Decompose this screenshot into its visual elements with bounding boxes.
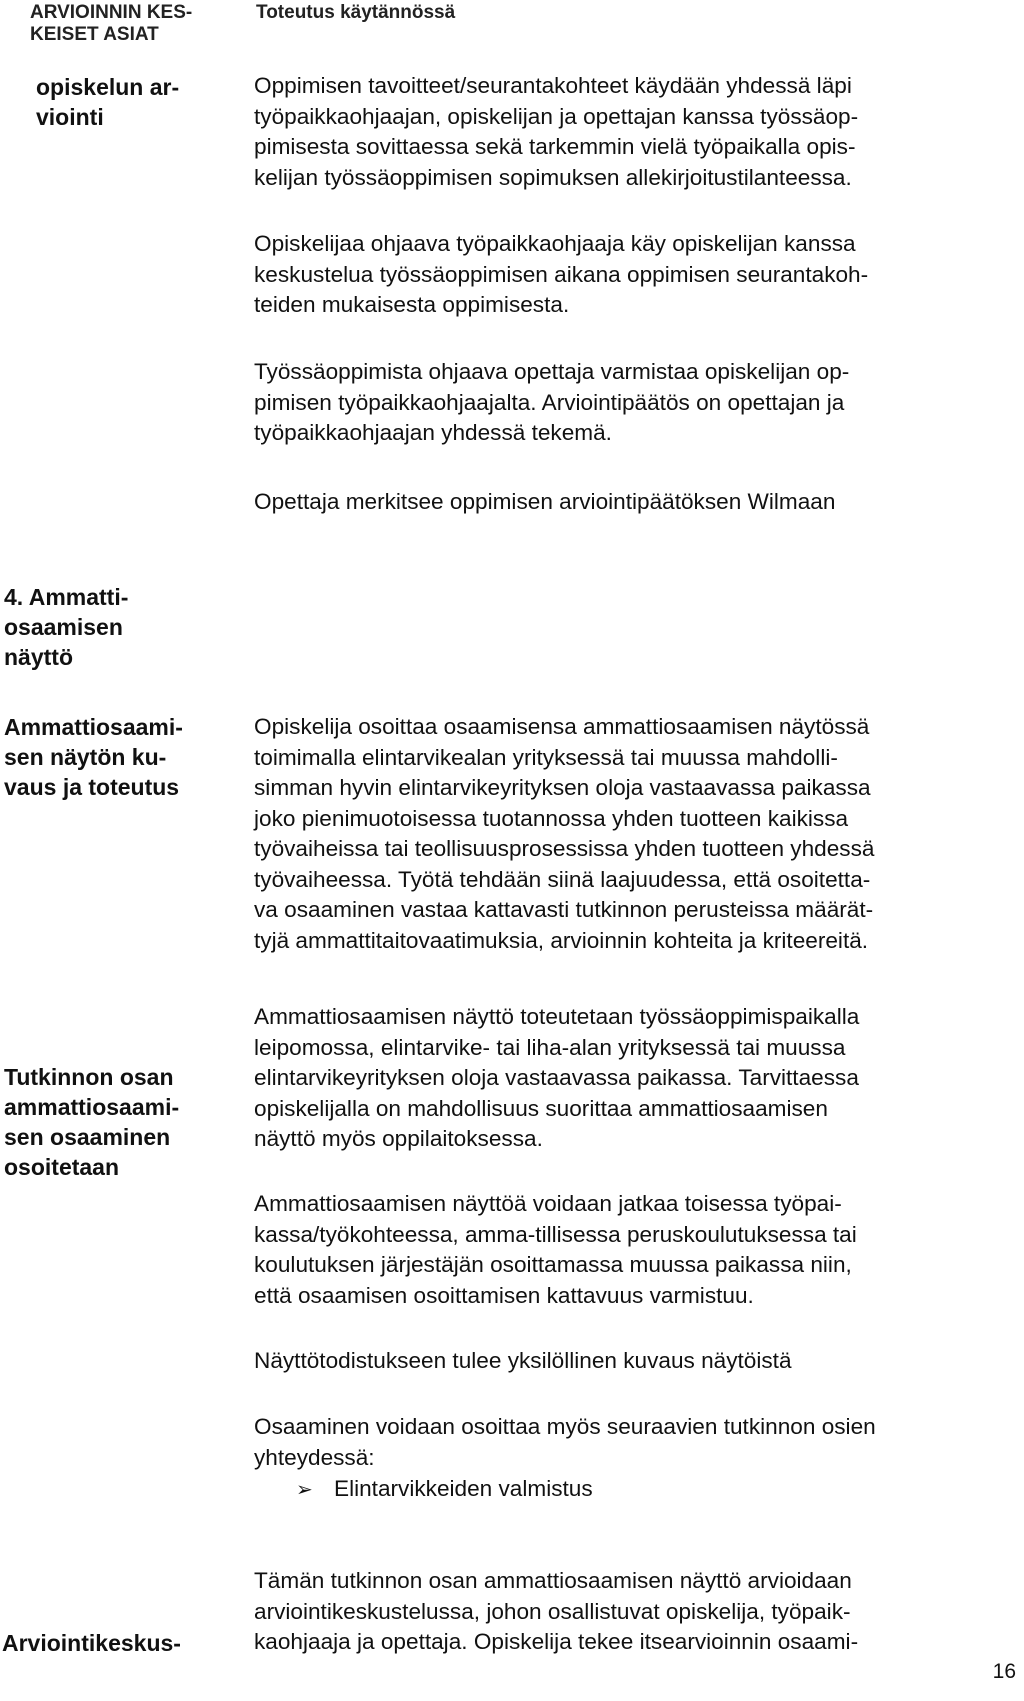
paragraph-certificate: Näyttötodistukseen tulee yksilöllinen kuvaus näytöistä	[254, 1348, 792, 1373]
row-label-skills-shown: Tutkinnon osan ammattiosaami- sen osaaminen osoitetaan	[4, 1064, 180, 1180]
row-label-learning-assessment: opiskelun ar- viointi	[36, 74, 180, 130]
arrow-bullet-icon: ➢	[296, 1479, 313, 1501]
paragraph-demonstration-description: Opiskelija osoittaa osaamisensa ammattiosaamisen näytössä toimimalla elintarvikealan yrityksessä tai muussa mahdolli- simman hyvin elintarvikeyrityksen oloja vastaavassa paikassa joko pienimuotoisessa tuotannossa yhden tuotteen kaikissa työvaiheissa tai teollisuusprosessissa yhden tuotteen yhdessä työvaiheessa. Työtä tehdään siinä laajuudessa, että osoitetta- va osaaminen vastaa kattavasti tutkinnon perusteissa määrät- tyjä ammattitaitovaatimuksia, arvioinnin kohteita ja kriteereitä.	[254, 714, 875, 953]
paragraph-other-modules: Osaaminen voidaan osoittaa myös seuraavien tutkinnon osien yhteydessä:	[254, 1414, 876, 1470]
paragraph-demonstration-location: Ammattiosaamisen näyttö toteutetaan työssäoppimispaikalla leipomossa, elintarvike- tai liha-alan yrityksessä tai muussa elintarvikeyrityksen oloja vastaavassa paikassa. Tarvittaessa opiskelijalla on mahdollisuus suorittaa ammattiosaamisen näyttö myös oppilaitoksessa.	[254, 1004, 860, 1151]
row-label-demonstration-description: Ammattiosaami- sen näytön ku- vaus ja toteutus	[4, 714, 183, 800]
bullet-list-item	[296, 1474, 593, 1505]
paragraph-demonstration-continuation: Ammattiosaamisen näyttöä voidaan jatkaa toisessa työpai- kassa/työkohteessa, amma-tillisessa peruskoulutuksessa tai koulutuksen järjestäjän osoittamassa muussa paikassa niin, että osaamisen osoittamisen kattavuus varmistuu.	[254, 1191, 857, 1308]
page-number: 16	[992, 1660, 1016, 1683]
column-header-implementation: Toteutus käytännössä	[256, 2, 456, 23]
bullet-text: Elintarvikkeiden valmistus	[334, 1476, 593, 1501]
row-label-assessment-discussion: Arviointikeskus-	[2, 1630, 181, 1656]
column-header-assessment-topics: ARVIOINNIN KES- KEISET ASIAT	[30, 2, 193, 45]
paragraph-learning-goals: Oppimisen tavoitteet/seurantakohteet käydään yhdessä läpi työpaikkaohjaajan, opiskelijan ja opettajan kanssa työssäop- pimisesta sovittaessa sekä tarkemmin vielä työpaikalla opis- kelijan työssäoppimisen sopimuksen allekirjoitustilanteessa.	[254, 73, 859, 190]
paragraph-wilma-record: Opettaja merkitsee oppimisen arviointipäätöksen Wilmaan	[254, 489, 836, 514]
section-title-skills-demonstration: 4. Ammatti- osaamisen näyttö	[4, 584, 129, 670]
paragraph-assessment-discussion: Tämän tutkinnon osan ammattiosaamisen näyttö arvioidaan arviointikeskustelussa, johon osallistuvat opiskelija, työpaik- kaohjaaja ja opettaja. Opiskelija tekee itsearvioinnin osaami-	[254, 1568, 859, 1654]
paragraph-teacher-verifies: Työssäoppimista ohjaava opettaja varmistaa opiskelijan op- pimisen työpaikkaohjaajalta. Arviointipäätös on opettajan ja työpaikkaohjaajan yhdessä tekemä.	[254, 359, 850, 445]
paragraph-workplace-instructor: Opiskelijaa ohjaava työpaikkaohjaaja käy opiskelijan kanssa keskustelua työssäoppimisen aikana oppimisen seurantakoh- teiden mukaisesta oppimisesta.	[254, 231, 869, 317]
